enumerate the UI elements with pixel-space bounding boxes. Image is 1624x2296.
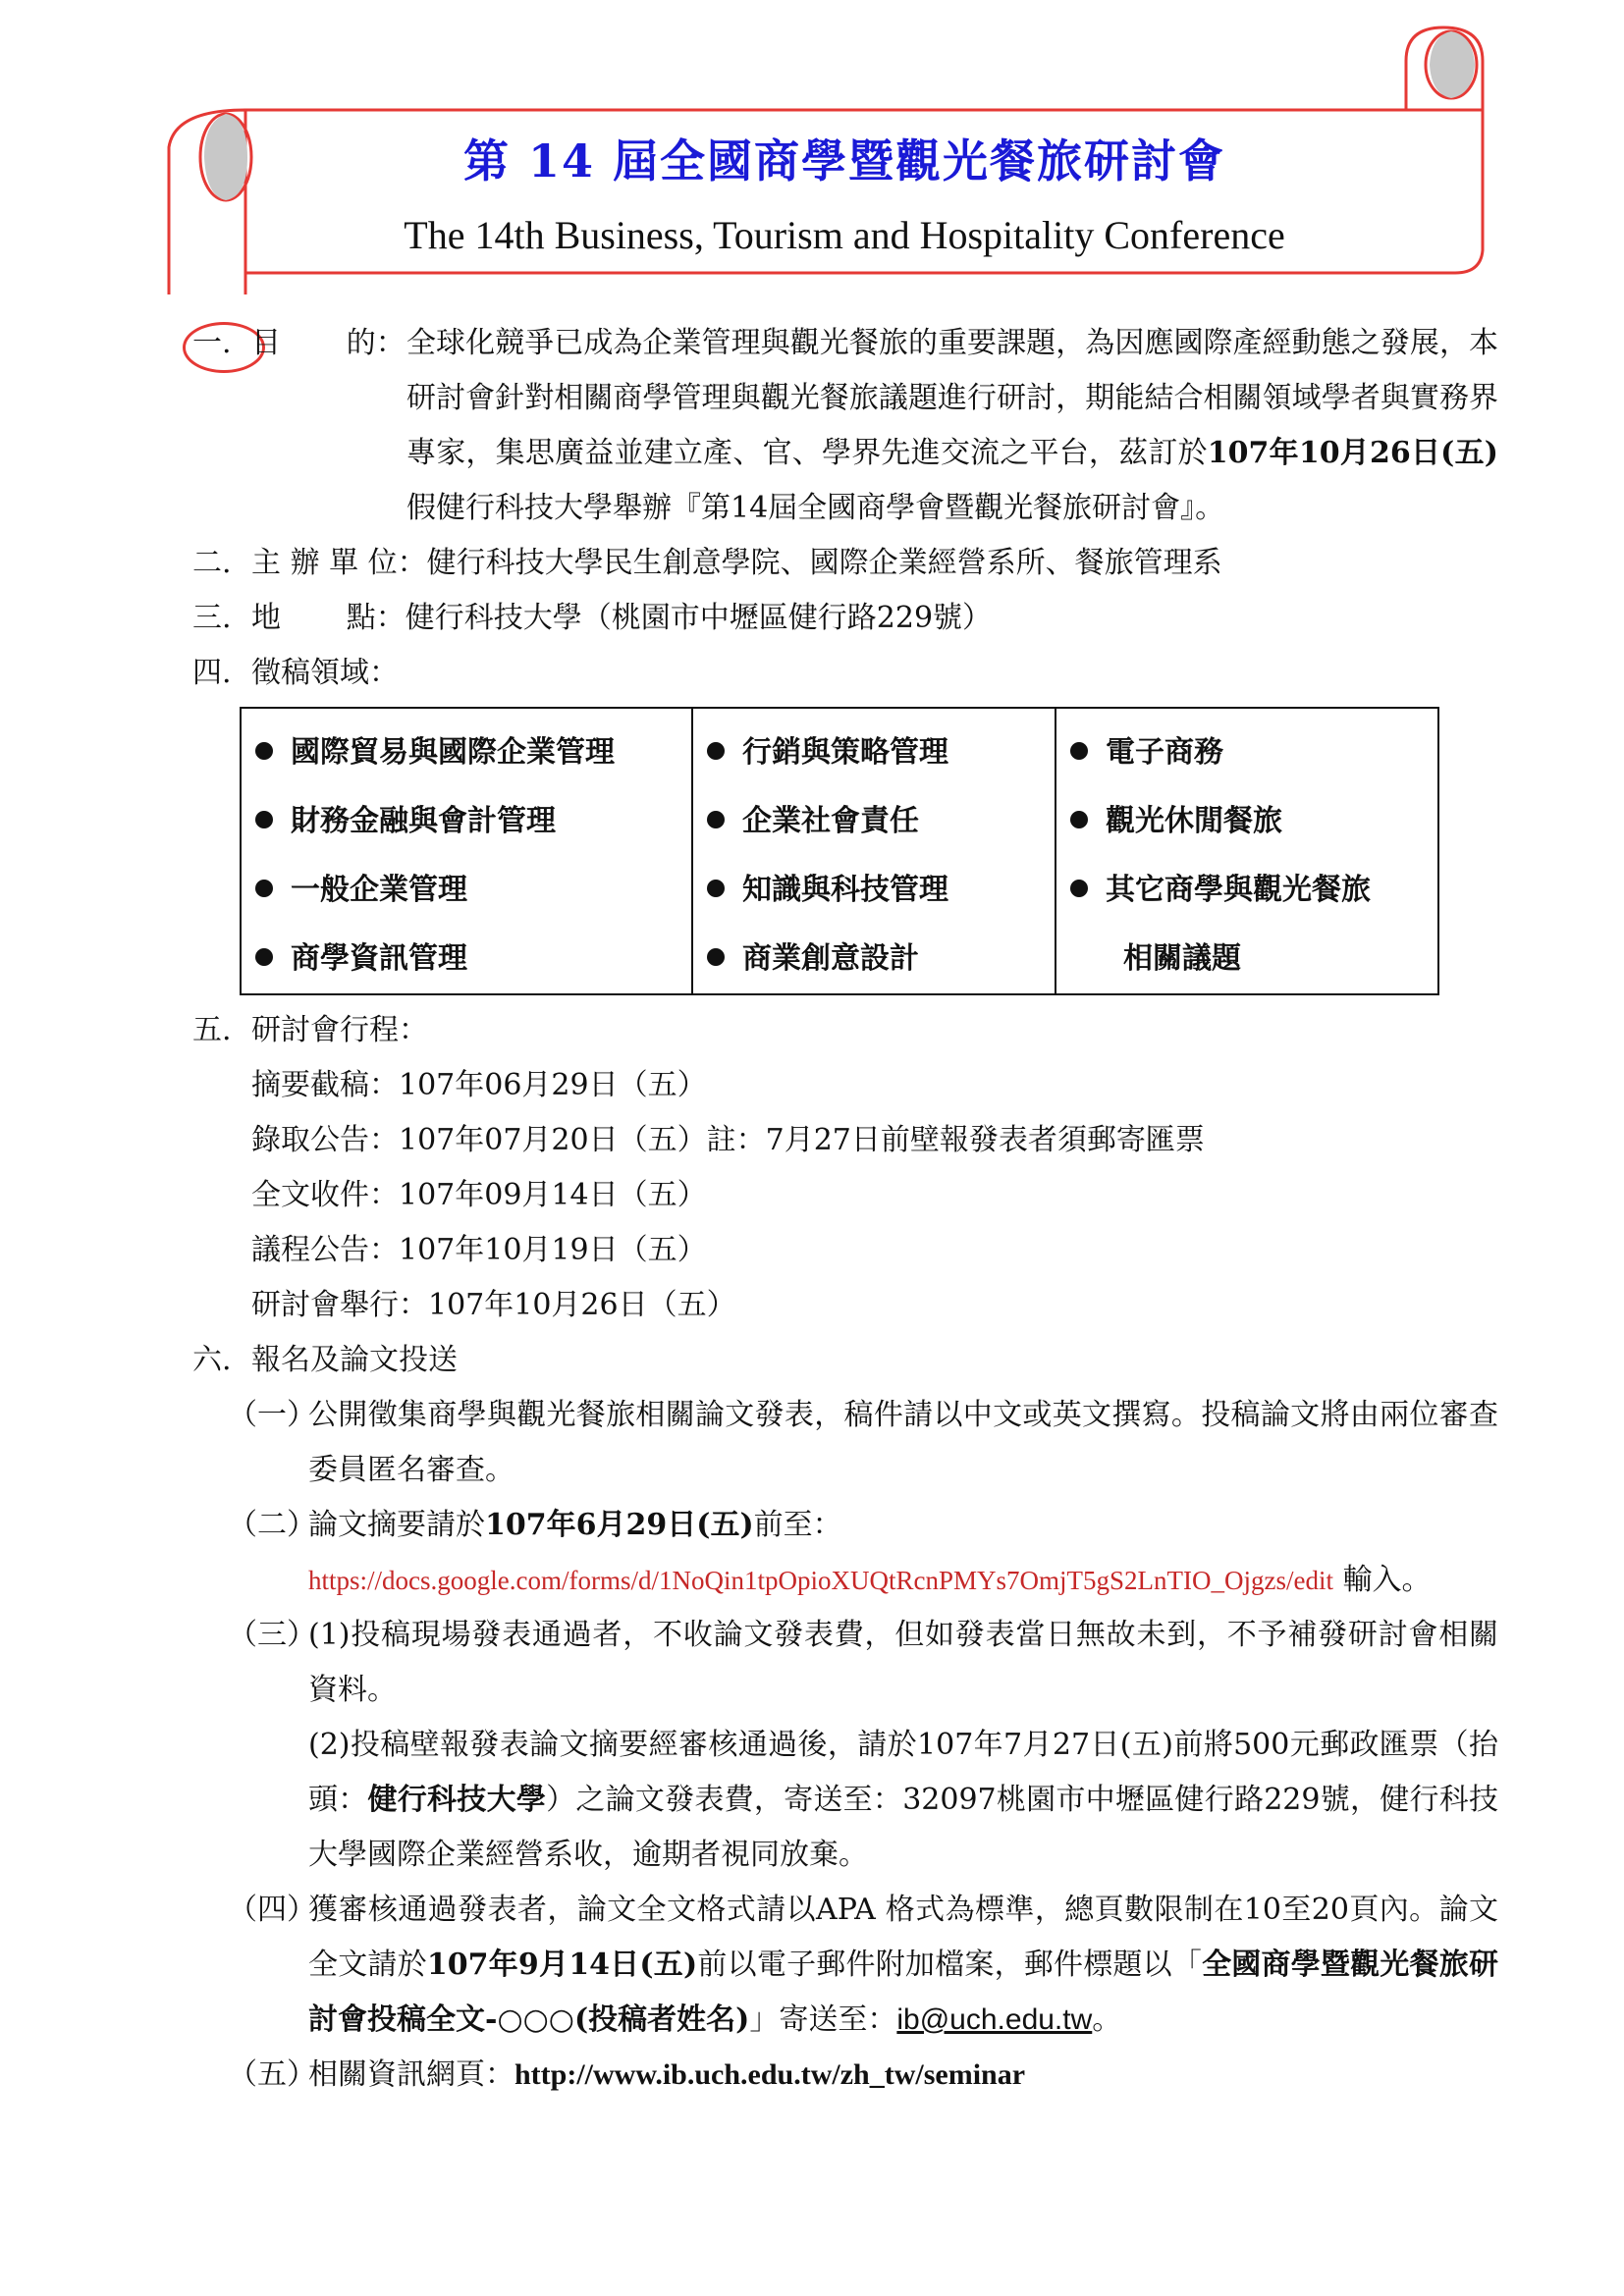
topic-item <box>255 719 677 787</box>
section-purpose-text <box>406 316 1498 536</box>
bullet-icon <box>255 811 273 828</box>
seminar-website-link[interactable]: http://www.ib.uch.edu.tw/zh_tw/seminar <box>514 2058 1026 2091</box>
location-text: 健行科技大學（桃園市中壢區健行路229號） <box>405 601 993 635</box>
text-span: 錄取公告： <box>251 1123 399 1157</box>
section-label: 研討會行程： <box>251 1013 428 1047</box>
schedule-item <box>251 1223 1498 1278</box>
email-subject: 全國商學暨觀光餐旅研討會投稿全文-○○○(投稿者姓名) <box>308 1948 1499 2037</box>
text-span: 107年09月14日（五） <box>399 1178 707 1212</box>
text-span: 前至： <box>753 1508 842 1542</box>
schedule-item <box>251 1278 1498 1333</box>
text-span: 」寄送至： <box>749 2002 897 2037</box>
text-span: 輸入。 <box>1332 1563 1432 1597</box>
text-span: 商業創意設計 <box>742 941 919 976</box>
topics-table <box>240 707 1439 995</box>
text-span: （二） <box>228 1508 316 1542</box>
section-label: 報名及論文投送 <box>251 1343 458 1377</box>
section-purpose <box>192 316 1498 536</box>
topic-item <box>707 719 1041 787</box>
section-number: 三. <box>192 601 232 635</box>
bullet-icon <box>1070 811 1088 828</box>
text-span: 財務金融與會計管理 <box>291 804 556 838</box>
section-number: 二. <box>192 546 232 580</box>
topic-item <box>255 856 677 925</box>
text-span: 論文摘要請於 <box>308 1508 485 1542</box>
text-span: 獲審核通過發表者，論文全文格式請以APA 格式為標準，總頁數限制在10至20頁內。論文全文請於 <box>308 1893 1498 1982</box>
topic-item-continued: 相關議題 <box>1123 941 1241 976</box>
text-span: 知識與科技管理 <box>742 873 948 907</box>
text-span: （五） <box>228 2057 316 2092</box>
topic-item <box>707 856 1041 925</box>
text-span: 。 <box>1092 2002 1122 2037</box>
section-label: 地 點： <box>251 601 406 635</box>
text-span: 觀光休閒餐旅 <box>1106 804 1282 838</box>
text-span: 107年07月20日（五）註：7月27日前壁報發表者須郵寄匯票 <box>399 1123 1205 1157</box>
purpose-text-a: 全球化競爭已成為企業管理與觀光餐旅的重要課題，為因應國際產經動態之發展，本研討會針對相關商學管理與觀光餐旅議題進行研討，期能結合相關領域學者與實務界專家，集思廣益並建立產、官、學界先進交流之平台，茲訂於 <box>406 326 1498 470</box>
text-span: 企業社會責任 <box>742 804 919 838</box>
section-topics <box>192 646 1498 701</box>
section-number: 四. <box>192 656 232 690</box>
abstract-form-link[interactable]: https://docs.google.com/forms/d/1NoQin1tpOpioXUQtRcnPMYs7OmjT5gS2LnTIO_Ojgzs/edit <box>308 1566 1333 1595</box>
title-english: The 14th Business, Tourism and Hospitality Conference <box>404 213 1285 257</box>
item-3-part-1: (1)投稿現場發表通過者，不收論文發表費，但如發表當日無故未到，不予補發研討會相關資料。 <box>308 1618 1498 1707</box>
submission-item-5 <box>192 2048 1498 2103</box>
bullet-icon <box>255 948 273 966</box>
bullet-icon <box>707 948 725 966</box>
contact-email-link[interactable]: ib@uch.edu.tw <box>896 2003 1093 2036</box>
topics-column-1 <box>241 708 692 994</box>
text-span: 商學資訊管理 <box>291 941 467 976</box>
bullet-icon <box>707 880 725 897</box>
section-location <box>192 591 1498 646</box>
text-span: （一） <box>228 1398 316 1432</box>
section-number: 五. <box>192 1013 232 1047</box>
section-label: 主 辦 單 位： <box>251 546 427 580</box>
schedule-item <box>251 1058 1498 1113</box>
submission-item-3 <box>192 1608 1498 1883</box>
topic-item <box>1070 787 1424 856</box>
text-span: 前以電子郵件附加檔案，郵件標題以「 <box>697 1948 1203 1982</box>
topic-item <box>1070 856 1424 925</box>
bullet-icon <box>255 742 273 760</box>
text-span: 107年10月26日（五） <box>428 1288 736 1322</box>
section-schedule <box>192 1003 1498 1333</box>
title-chinese: 第 14 屆全國商學暨觀光餐旅研討會 <box>462 134 1226 187</box>
item-3-part-2 <box>308 1718 1498 1883</box>
document-content <box>192 316 1498 2103</box>
abstract-deadline: 107年6月29日(五) <box>485 1508 754 1542</box>
text-span: (2)投稿壁報發表論文摘要經審核通過後，請於107年7月27日(五)前將500元郵政匯票（抬頭： <box>308 1728 1498 1817</box>
topics-column-3 <box>1056 708 1438 994</box>
topic-item <box>707 787 1041 856</box>
organizer-text: 健行科技大學民生創意學院、國際企業經營系所、餐旅管理系 <box>426 546 1222 580</box>
topics-column-2 <box>692 708 1056 994</box>
purpose-text-b: 假健行科技大學舉辦『第14屆全國商學會暨觀光餐旅研討會』。 <box>406 491 1225 525</box>
submission-item-2 <box>192 1498 1498 1608</box>
bullet-icon <box>1070 880 1088 897</box>
text-span: 其它商學與觀光餐旅 <box>1106 873 1371 907</box>
bullet-icon <box>707 811 725 828</box>
text-span: 一般企業管理 <box>291 873 467 907</box>
topic-item <box>255 925 677 993</box>
submission-item-1 <box>192 1388 1498 1498</box>
section-number: 六. <box>192 1343 232 1377</box>
bullet-icon <box>255 880 273 897</box>
conference-date: 107年10月26日(五) <box>1207 436 1498 470</box>
text-span: 研討會舉行： <box>251 1288 428 1322</box>
text-span: 國際貿易與國際企業管理 <box>291 735 615 770</box>
text-span: 公開徵集商學與觀光餐旅相關論文發表，稿件請以中文或英文撰寫。投稿論文將由兩位審查委員匿名審查。 <box>308 1398 1498 1487</box>
submission-item-4 <box>192 1883 1498 2048</box>
section-submission <box>192 1333 1498 2103</box>
text-span: 相關資訊網頁： <box>308 2057 514 2092</box>
bullet-icon <box>707 742 725 760</box>
text-span: 電子商務 <box>1106 735 1223 770</box>
full-paper-deadline: 107年9月14日(五) <box>426 1948 698 1982</box>
text-span: 摘要截稿： <box>251 1068 399 1102</box>
topic-item <box>707 925 1041 993</box>
section-organizer <box>192 536 1498 591</box>
topic-item <box>255 787 677 856</box>
text-span: 107年06月29日（五） <box>399 1068 707 1102</box>
bullet-icon <box>1070 742 1088 760</box>
text-span: 行銷與策略管理 <box>742 735 948 770</box>
schedule-item <box>251 1113 1498 1168</box>
schedule-item <box>251 1168 1498 1223</box>
section-label: 目 的： <box>251 326 406 360</box>
text-span: （四） <box>228 1893 316 1927</box>
text-span: （三） <box>228 1618 316 1652</box>
section-label: 徵稿領域： <box>251 656 399 690</box>
text-span: ）之論文發表費，寄送至：32097桃園市中壢區健行路229號，健行科技大學國際企業經營系收，逾期者視同放棄。 <box>308 1783 1499 1872</box>
text-span: 107年10月19日（五） <box>399 1233 707 1267</box>
text-span: 健行科技大學 <box>367 1783 547 1817</box>
topic-item <box>1070 719 1424 787</box>
text-span: 議程公告： <box>251 1233 399 1267</box>
text-span: 全文收件： <box>251 1178 399 1212</box>
section-number: 一. <box>192 326 232 360</box>
